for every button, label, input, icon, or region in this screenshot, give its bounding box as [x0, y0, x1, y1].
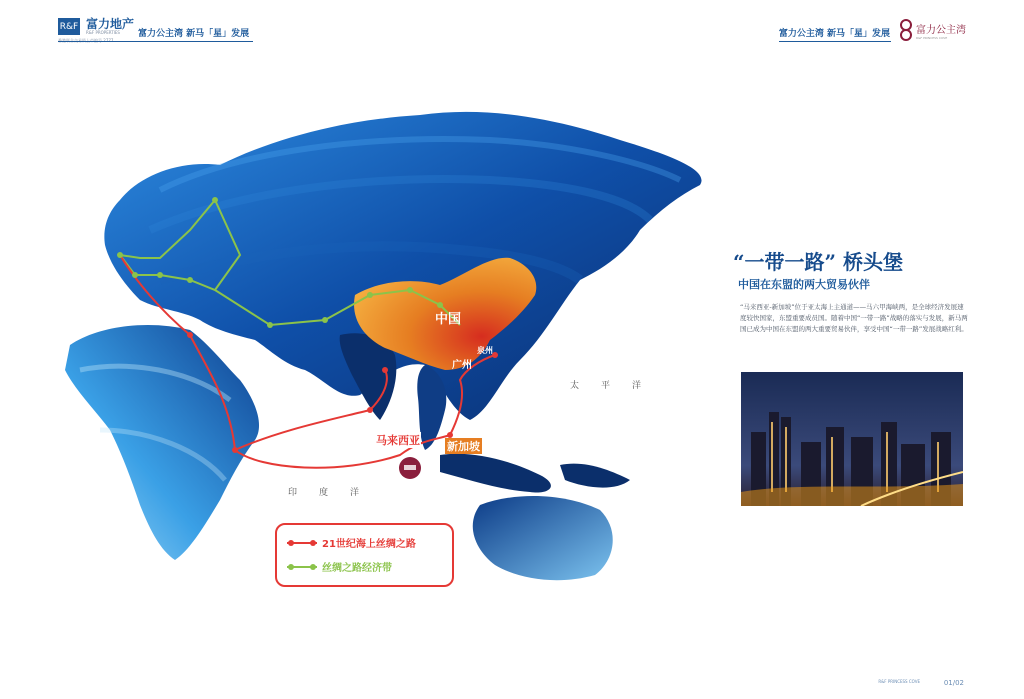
project-name-en: R&F PRINCESS COVE [916, 35, 948, 40]
singapore-label: 新加坡 [447, 440, 480, 453]
header-divider-right [779, 41, 891, 42]
city-night-photo [741, 372, 963, 506]
rf-logo-mark: R&F [58, 18, 80, 35]
australia-landmass [473, 496, 613, 580]
indian-ocean-label: 印度洋 [288, 488, 382, 498]
malaysia-label: 马来西亚 [376, 434, 420, 447]
developer-logo [58, 18, 134, 35]
guangzhou-label: 广州 [452, 360, 472, 371]
header-divider-left [58, 41, 253, 42]
header-title-right: 富力公主湾 新马「星」发展 [778, 29, 890, 39]
quanzhou-label: 泉州 [477, 346, 493, 355]
footer-brand: R&F PRINCESS COVE [878, 679, 920, 684]
legend-land-route-label: 丝绸之路经济带 [322, 563, 392, 574]
developer-name: 富力地产 [86, 17, 135, 31]
map-legend [275, 523, 454, 587]
legend-land-route [287, 559, 392, 574]
developer-name-en: R&F PROPERTIES [86, 30, 120, 35]
project-logo [899, 18, 966, 42]
silk-road-map [40, 80, 730, 620]
section-body: “马来西亚-新加坡”位于亚太海上主通道——马六甲海峡两，是全球经济发展速度较快国家，东盟重要成员国。随着中国“一带一路”战略的落实与发展，新马两国已成为中国在东盟的两大重要贸易伙伴，享受中国“一带一路”发展战略红利。 [740, 303, 968, 333]
sea-route-swatch-icon [287, 539, 317, 547]
project-logo-icon [899, 18, 913, 42]
header-title-left: 富力公主湾 新马「星」发展 [138, 29, 250, 39]
section-subtitle: 中国在东盟的两大贸易伙伴 [738, 278, 870, 291]
project-name: 富力公主湾 [916, 24, 966, 36]
china-label: 中国 [435, 312, 462, 327]
legend-sea-route [287, 535, 416, 550]
pacific-ocean-label: 太平洋 [570, 381, 664, 391]
section-title: “一带一路” 桥头堡 [733, 250, 903, 274]
legend-sea-route-label: 21世纪海上丝绸之路 [322, 539, 416, 550]
page-number: 01/02 [943, 679, 964, 687]
land-route-swatch-icon [287, 563, 317, 571]
